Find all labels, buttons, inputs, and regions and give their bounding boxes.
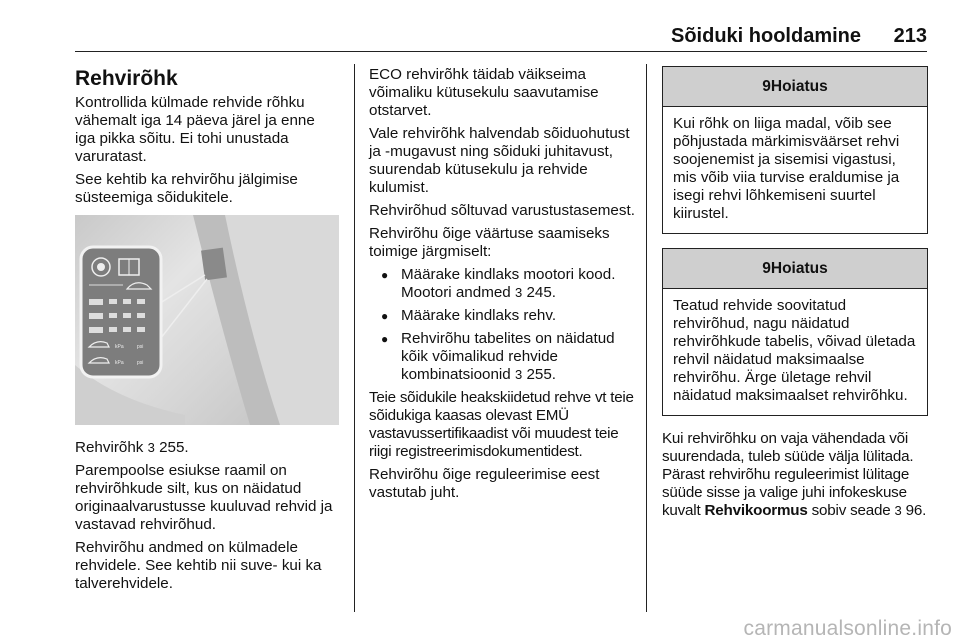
watermark: carmanualsonline.info	[743, 617, 952, 640]
warning-box	[662, 66, 928, 234]
column-middle	[369, 66, 635, 507]
page-link[interactable]: 255.	[526, 366, 557, 383]
paragraph: Rehvirõhu õige reguleerimise eest vastutab juht.	[369, 466, 600, 501]
chapter-title: Sõiduki hooldamine	[670, 25, 861, 47]
column-divider	[646, 64, 647, 612]
page-link[interactable]: 255.	[159, 439, 189, 456]
figure-label-psi: psi	[137, 360, 144, 366]
paragraph: Kontrollida külmade rehvide rõhku vähemalt iga 14 päeva järel ja enne iga pikka sõitu. Ei tohi unustada varuratast.	[75, 94, 315, 165]
warning-box	[662, 248, 928, 416]
page-ref-icon: 3	[147, 440, 155, 455]
page-number: 213	[893, 25, 927, 47]
figure-label-psi: psi	[137, 344, 144, 350]
page-ref-icon: 3	[515, 367, 523, 382]
warning-header	[663, 249, 927, 289]
magnified-label-icon	[81, 247, 161, 377]
paragraph: ECO rehvirõhk täidab väikseima võimaliku kütusekulu saavutamise otstarvet.	[369, 66, 599, 119]
paragraph: Vale rehvirõhk halvendab sõiduohutust ja -mugavust ning sõiduki juhitavust, suurendab kütusekulu ja rehvide kulumist.	[369, 125, 630, 196]
page-link[interactable]: 96.	[905, 502, 927, 519]
tire-pressure-label-illustration	[75, 215, 339, 425]
section-heading: Rehvirõhk	[75, 67, 178, 90]
paragraph: Parempoolse esiukse raamil on rehvirõhkude silt, kus on näidatud originaalvarustusse kuuluvad rehvid ja vastavad rehvirõhud.	[75, 462, 333, 533]
list-item: ● Määrake kindlaks rehv.	[369, 307, 635, 325]
list-item: ● Määrake kindlaks mootori kood. Mootori andmed 3 245.	[369, 266, 635, 302]
paragraph: Teie sõidukile heakskiidetud rehve vt teie sõidukiga kaasas olevast EMÜ vastavussertifikaadist või muudest teie riigi registreerimisdokumentidest.	[369, 389, 634, 460]
column-right	[662, 66, 928, 525]
paragraph: Kui rehvirõhku on vaja vähendada või suurendada, tuleb süüde välja lülitada. Pärast rehvirõhu reguleerimist lülitage süüde sisse ja valige juhi infokeskuse kuvalt Rehvikoormus sobiv seade 3 96.	[662, 430, 927, 519]
paragraph: See kehtib ka rehvirõhu jälgimise süsteemiga sõidukitele.	[75, 171, 298, 206]
column-divider	[354, 64, 355, 612]
paragraph: Rehvirõhu andmed on külmadele rehvidele. See kehtib nii suve- kui ka talverehvidele.	[75, 539, 322, 592]
paragraph-reference: Rehvirõhk 3 255.	[75, 439, 189, 456]
column-left	[75, 66, 337, 598]
page-link[interactable]: 245.	[526, 284, 557, 301]
list-item: ● Rehvirõhu tabelites on näidatud kõik võimalikud rehvide kombinatsioonid 3 255.	[369, 330, 635, 384]
page-header	[75, 24, 927, 52]
bullet-list	[369, 266, 635, 384]
warning-triangle-icon: 9	[762, 78, 771, 95]
warning-triangle-icon: 9	[762, 260, 771, 277]
page-ref-icon: 3	[894, 503, 902, 518]
warning-text: Teatud rehvide soovitatud rehvirõhud, nagu näidatud rehvirõhkude tabelis, võivad ületada rehvil näidatud maksimaalse rehvirõhu. Ärge ületage rehvil näidatud maksimaalset rehvirõhku.	[673, 297, 916, 404]
warning-title: Hoiatus	[770, 260, 828, 277]
page-ref-icon: 3	[514, 285, 523, 300]
menu-item-name: Rehvikoormus	[704, 502, 808, 519]
warning-header	[663, 67, 927, 107]
paragraph: Rehvirõhu õige väärtuse saamiseks toimige järgmiselt:	[369, 225, 610, 260]
warning-title: Hoiatus	[770, 78, 828, 95]
paragraph: Rehvirõhud sõltuvad varustustasemest.	[369, 202, 635, 219]
figure-label-kpa: kPa	[115, 344, 124, 350]
figure-label-kpa: kPa	[115, 360, 124, 366]
warning-text: Kui rõhk on liiga madal, võib see põhjustada märkimisväärset rehvi soojenemist ja sisemisi vigastusi, mis võib viia turvise eraldumise ja isegi rehvi lõhkemiseni suurtel kiirustel.	[673, 115, 900, 222]
door-frame-illustration	[75, 215, 339, 425]
